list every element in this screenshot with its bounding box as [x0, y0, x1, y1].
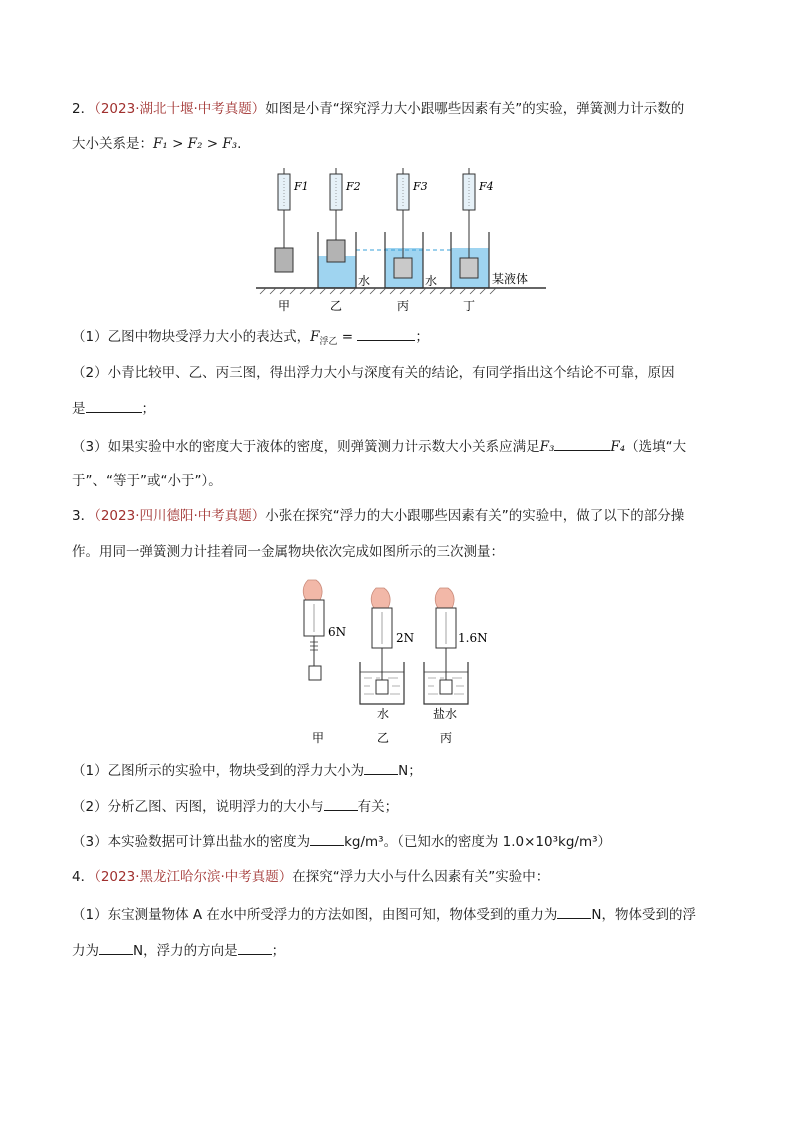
q3-figure [292, 576, 502, 748]
q2-part1-symbol: F [310, 329, 320, 345]
q2-caption-jia: 甲 [278, 299, 291, 313]
q4-part1-end: ； [271, 943, 286, 959]
q2-number: 2． [72, 101, 95, 117]
q3-stem-line-1 [72, 506, 684, 526]
q4-stem-text: 在探究“浮力大小与什么因素有关”实验中： [292, 869, 550, 885]
q3-spring-scale-jia [304, 600, 324, 680]
q3-caption-bing: 丙 [440, 731, 453, 745]
q3-part1 [72, 760, 422, 781]
q4-stem [72, 867, 549, 887]
q2-part2-text: （2）小青比较甲、乙、丙三图，得出浮力大小与深度有关的结论，有同学指出这个结论不可靠，原因 [72, 365, 675, 381]
q2-part2-line-1 [72, 363, 675, 383]
q3-caption-yi: 乙 [377, 731, 390, 745]
q4-part1-text: （1）东宝测量物体 A 在水中所受浮力的方法如图，由图可知，物体受到的重力为 [72, 907, 558, 923]
q3-number: 3． [72, 508, 95, 524]
q2-stem-a: 如图是小青“探究浮力大小跟哪些因素有关”的实验，弹簧测力计示数的 [265, 101, 685, 117]
q2-part1-sub: 浮乙 [319, 337, 338, 347]
q2-gauge-label-1: F1 [294, 180, 309, 193]
q2-spring-scale-4 [460, 168, 478, 278]
q3-part2-end: 有关； [357, 799, 399, 815]
q4-buoyancy-answer-blank[interactable] [99, 940, 133, 955]
q4-source: （2023·黑龙江哈尔滨·中考真题） [94, 869, 293, 885]
q2-gauge-label-2: F2 [346, 180, 361, 193]
q2-gauge-label-4: F4 [479, 180, 494, 193]
q3-part1-unit: N； [398, 763, 422, 779]
q4-direction-answer-blank[interactable] [238, 940, 272, 955]
q2-part2-end: ； [141, 401, 155, 417]
q2-stem-line-1 [72, 99, 684, 119]
q2-part1-eq: = [337, 329, 358, 345]
q2-caption-yi: 乙 [330, 299, 343, 313]
q2-liquid-label-2: 水 [425, 274, 438, 288]
q3-stem-line-2 [72, 542, 504, 562]
q3-part2-text: （2）分析乙图、丙图，说明浮力的大小与 [72, 799, 324, 815]
q2-spring-scale-2 [327, 168, 345, 262]
q3-part2-answer-blank[interactable] [324, 796, 358, 811]
q2-figure [256, 166, 546, 316]
q2-part2-prefix: 是 [72, 401, 86, 417]
q2-part1 [72, 326, 429, 352]
q2-part3-f3: F₃ [539, 439, 555, 455]
q2-spring-scale-1 [275, 168, 293, 272]
q2-part3-answer-blank[interactable] [554, 436, 610, 451]
q3-liquid-bing: 盐水 [433, 707, 458, 721]
q3-part3-text: （3）本实验数据可计算出盐水的密度为 [72, 834, 311, 850]
q2-part3-cont: 于”、“等于”或“小于”）。 [72, 473, 222, 489]
q2-caption-bing: 丙 [397, 299, 410, 313]
q2-caption-ding: 丁 [463, 299, 476, 313]
q4-gravity-answer-blank[interactable] [557, 904, 591, 919]
q2-source: （2023·湖北十堰·中考真题） [94, 101, 266, 117]
q2-stem-line-2 [72, 134, 241, 154]
q3-part2 [72, 796, 398, 817]
q2-liquid-label-1: 水 [358, 274, 371, 288]
q2-stem-b: 大小关系是： [72, 136, 153, 152]
q3-caption-jia: 甲 [312, 731, 325, 745]
q4-part1-mid2: N，浮力的方向是 [133, 943, 238, 959]
q4-part1-prefix: 力为 [72, 943, 99, 959]
q3-source: （2023·四川德阳·中考真题） [94, 508, 266, 524]
q3-hand-jia [303, 580, 322, 600]
q3-reading-bing: 1.6N [458, 631, 488, 645]
q2-spring-scale-3 [394, 168, 412, 278]
q2-gauge-label-3: F3 [413, 180, 428, 193]
q3-part3-answer-blank[interactable] [310, 831, 344, 846]
q2-part1-answer-blank[interactable] [357, 326, 415, 341]
q3-part3 [72, 831, 611, 852]
q4-part1-mid: N，物体受到的浮 [591, 907, 697, 923]
q2-part1-text: （1）乙图中物块受浮力大小的表达式， [72, 329, 311, 345]
q2-part2-answer-blank[interactable] [86, 398, 142, 413]
q2-part3-line-1 [72, 436, 686, 457]
q3-liquid-yi: 水 [377, 707, 390, 721]
q4-number: 4． [72, 869, 95, 885]
q3-hand-bing [435, 588, 454, 608]
q2-liquid-label-3: 某液体 [492, 272, 529, 286]
q3-hand-yi [371, 588, 390, 608]
q3-stem-a: 小张在探究“浮力的大小跟哪些因素有关”的实验中，做了以下的部分操 [265, 508, 685, 524]
q3-part1-answer-blank[interactable] [364, 760, 398, 775]
q2-part3-text: （3）如果实验中水的密度大于液体的密度，则弹簧测力计示数大小关系应满足 [72, 439, 540, 455]
q2-part3-tail: （选填“大 [625, 439, 687, 455]
q3-stem-b: 作。用同一弹簧测力计挂着同一金属物块依次完成如图所示的三次测量： [72, 544, 504, 560]
q3-reading-yi: 2N [396, 631, 415, 645]
q2-part3-f4: F₄ [610, 439, 626, 455]
q3-part3-unit: kg/m³。（已知水的密度为 1.0×10³kg/m³） [344, 834, 612, 850]
q4-part1-line-2 [72, 940, 285, 961]
q3-spring-scale-bing [436, 608, 456, 680]
q2-part1-end: ； [415, 329, 429, 345]
q2-part3-line-2 [72, 471, 222, 491]
q2-part2-line-2 [72, 398, 155, 419]
q3-spring-scale-yi [372, 608, 392, 680]
q3-part1-text: （1）乙图所示的实验中，物块受到的浮力大小为 [72, 763, 365, 779]
q2-period: . [237, 136, 242, 152]
q2-relation: F₁ > F₂ > F₃ [153, 136, 238, 152]
q3-reading-jia: 6N [328, 625, 347, 639]
q4-part1-line-1 [72, 904, 696, 925]
